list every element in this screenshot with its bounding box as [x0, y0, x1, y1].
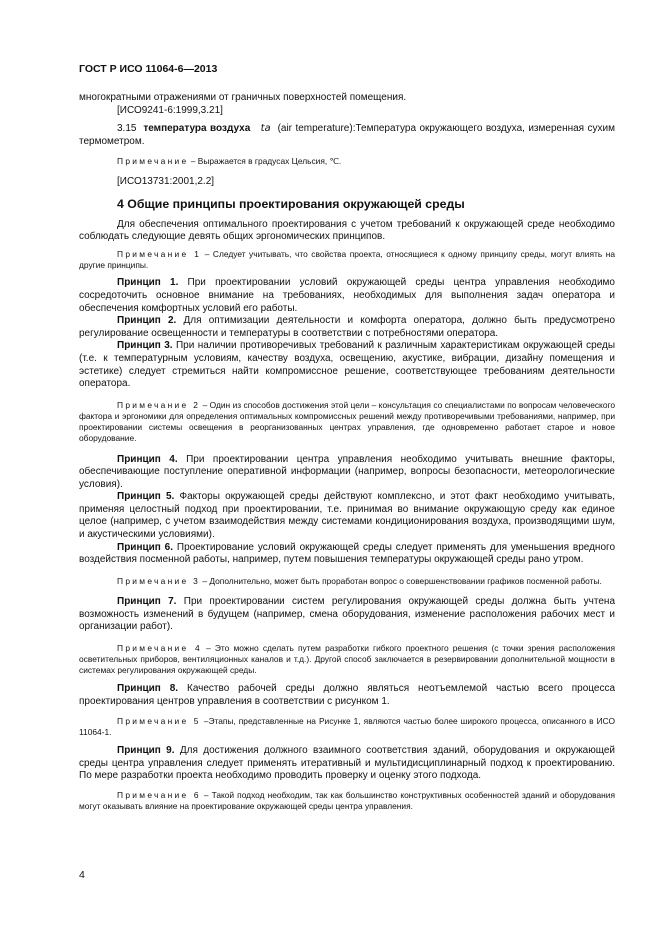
principle-text: Для достижения должного взаимного соответствия зданий, оборудования и окружающей среды центра управления следует применять итеративный и мультидисциплинарный подход к проектированию. По мере разработки проекта необходимо проводить проверку и оценку этого подхода. — [79, 745, 616, 782]
note-label: Примечание 1 — [117, 248, 202, 259]
principle-label: Принцип 3. — [117, 340, 173, 352]
page-number: 4 — [79, 869, 85, 881]
note — [79, 716, 615, 738]
term-definition — [79, 123, 615, 148]
principle-1 — [79, 277, 615, 315]
principle-text: Факторы окружающей среды действуют комплексно, и этот факт необходимо учитывать, применяя целостный подход при проектировании, т.е. принимая во внимание окружающую среду как единое целое (например, с учетом взаимодействия между системами кондиционирования воздуха, производящими шум, и акустическими условиями). — [79, 491, 615, 541]
note-text: – Выражается в градусах Цельсия, ℃. — [188, 156, 342, 167]
note — [79, 249, 615, 271]
note — [79, 790, 615, 812]
principle-text: При проектировании систем регулирования окружающей среды должна быть учтена возможность изменений в будущем (например, смена оборудования, изменение расположения рабочих мест и организации работ). — [79, 596, 616, 633]
principle-9 — [79, 745, 615, 783]
note-text: – Один из способов достижения этой цели – консультация со специалистами по вопросам человеческого фактора и эргономики для определения оптимальных компромиссных решений между противоречивыми требованиями, например, при проектировании системы освещения в реорганизованных центрах управления, где одновременно работает старое и новое оборудование. — [79, 399, 615, 444]
note-text: – Дополнительно, может быть проработан вопрос о совершенствовании графиков посменной работы. — [200, 575, 602, 586]
principle-label: Принцип 6. — [117, 541, 174, 553]
note — [79, 576, 615, 587]
note-label: Примечание 6 — [117, 789, 201, 800]
principle-text: Проектирование условий окружающей среды следует применять для уменьшения вредного воздействия посменной работы, например, путем повышения температуры окружающей среды рано утром. — [79, 541, 616, 566]
principle-4 — [79, 454, 615, 492]
principle-5 — [79, 491, 615, 541]
note — [79, 156, 615, 167]
principle-2 — [79, 315, 615, 340]
note-label: Примечание 5 — [117, 715, 201, 726]
reference: [ИСО9241-6:1999,3.21] — [117, 104, 223, 116]
principle-text: При наличии противоречивых требований к различным характеристикам окружающей среды (т.е. к температурным условиям, качеству воздуха, освещению, акустике, вибрации, дизайну помещения и эстетике) следует стремиться найти компромиссное решение, соответствующее требованиям деятельности оператора. — [79, 340, 616, 390]
note-text: – Следует учитывать, что свойства проекта, относящиеся к одному принципу среды, могут влиять на другие принципы. — [79, 248, 615, 271]
note-text: – Такой подход необходим, так как большинство конструктивных особенностей зданий и оборудования могут оказывать влияние на проектирование окружающей среды центра управления. — [79, 789, 616, 812]
term-text: (air temperature):Температура окружающего воздуха, измеренная сухим термометром. — [79, 123, 615, 147]
principle-label: Принцип 4. — [117, 453, 178, 465]
note-label: Примечание — [117, 156, 189, 167]
principle-3 — [79, 340, 615, 390]
note-label: Примечание 4 — [117, 642, 202, 653]
principle-8 — [79, 683, 615, 708]
term-symbol: ta — [260, 123, 271, 135]
section-heading: 4 Общие принципы проектирования окружающей среды — [117, 197, 465, 212]
principle-text: При проектировании центра управления необходимо учитывать внешние факторы, обеспечивающие поступление оперативной информации (например, вопросы безопасности, метеорологические условия). — [79, 453, 615, 490]
note-text: – Это можно сделать путем разработки гибкого проектного решения (с точки зрения расположения осветительных приборов, вентиляционных каналов и т.д.). Другой способ заключается в резервировании дополнительной мощности в системах регулирования окружающей среды. — [79, 642, 616, 676]
note-label: Примечание 3 — [117, 575, 201, 586]
note-text: –Этапы, представленные на Рисунке 1, являются частью более широкого процесса, описанного в ИСО 11064-1. — [79, 715, 616, 737]
principle-label: Принцип 5. — [117, 491, 175, 503]
term-number: 3.15 — [117, 123, 137, 135]
principle-7 — [79, 596, 615, 634]
principle-label: Принцип 7. — [117, 596, 177, 608]
note — [79, 643, 615, 677]
paragraph: многократными отражениями от граничных поверхностей помещения. — [79, 92, 407, 103]
principle-label: Принцип 2. — [117, 315, 177, 327]
page-body — [79, 92, 615, 812]
principle-label: Принцип 8. — [117, 683, 179, 695]
document-header: ГОСТ Р ИСО 11064-6—2013 — [79, 63, 218, 75]
principle-6 — [79, 542, 615, 567]
reference: [ИСО13731:2001,2.2] — [117, 175, 215, 187]
principle-label: Принцип 1. — [117, 277, 179, 289]
paragraph: Для обеспечения оптимального проектирования с учетом требований к окружающей среде необходимо соблюдать следующие девять общих эргономических принципов. — [79, 218, 615, 243]
note-label: Примечание 2 — [117, 399, 201, 410]
principle-text: Качество рабочей среды должно являться неотъемлемой частью всего процесса проектирования центров управления в соответствии с рисунком 1. — [79, 683, 616, 708]
principle-label: Принцип 9. — [117, 745, 175, 757]
note — [79, 400, 615, 445]
principle-text: При проектировании условий окружающей среды центра управления необходимо сосредоточить основное внимание на требованиях, необходимых для выполнения задач оператора и обеспечения комфортных условий его работы. — [79, 277, 615, 314]
principle-text: Для оптимизации деятельности и комфорта оператора, должно быть предусмотрено регулирование освещенности и температуры в соответствии с потребностями оператора. — [79, 315, 616, 339]
term-name: температура воздуха — [143, 123, 251, 135]
